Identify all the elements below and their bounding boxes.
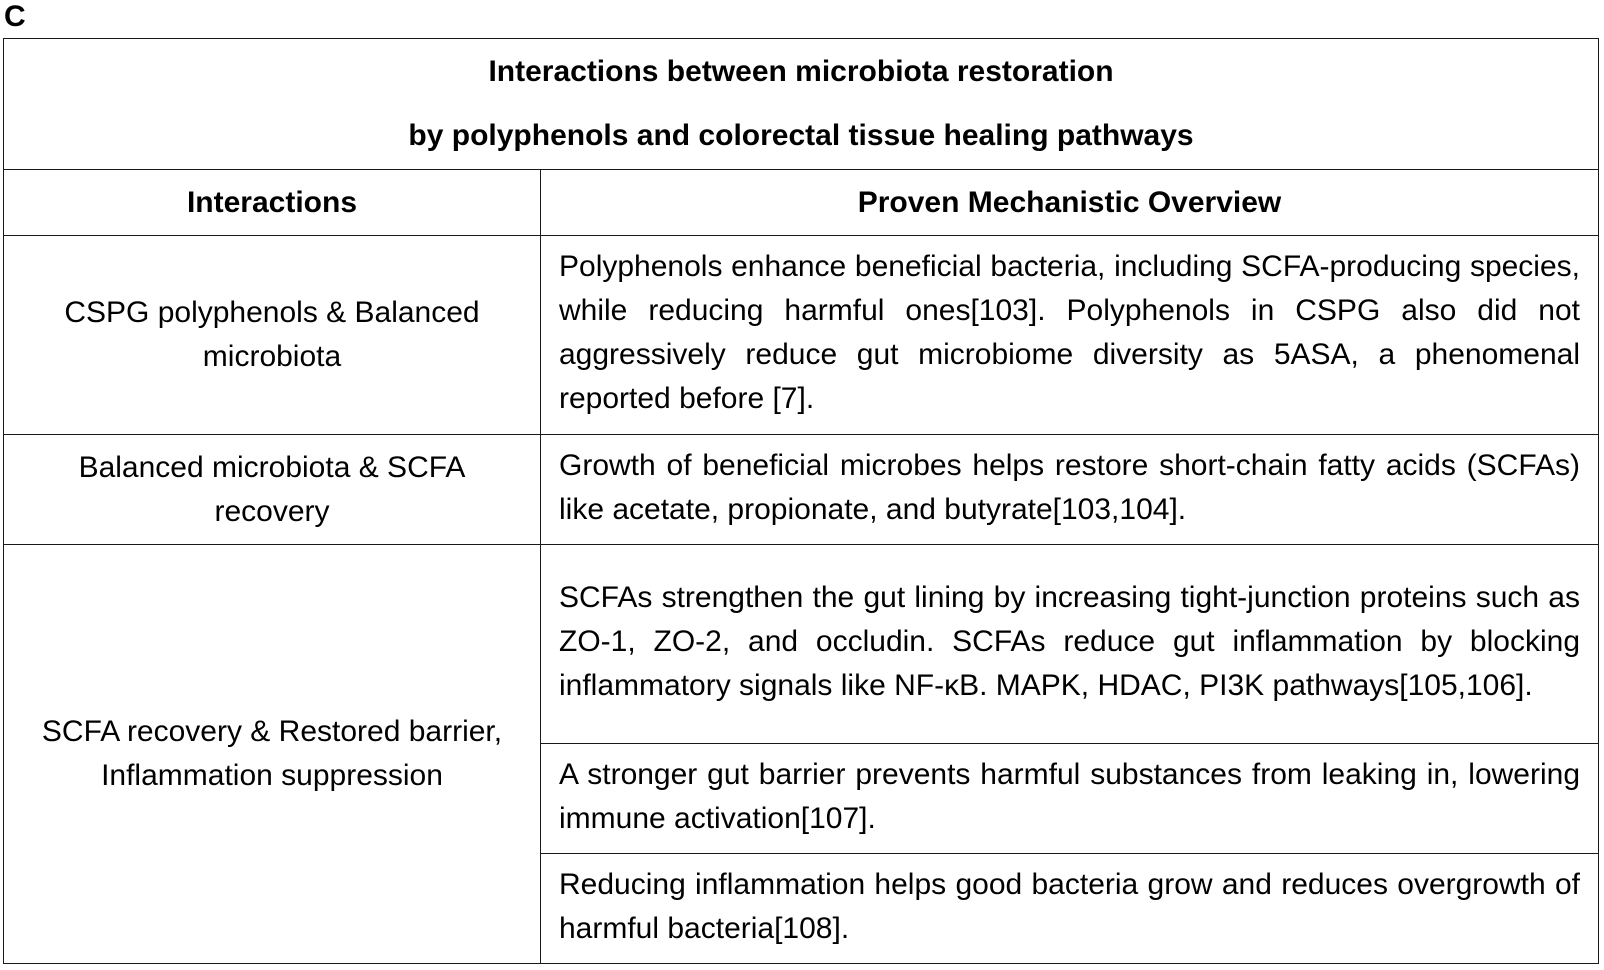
header-mechanistic-overview: Proven Mechanistic Overview	[541, 170, 1599, 236]
table-row	[4, 236, 1599, 435]
interactions-table	[3, 38, 1599, 964]
overview-cell: Growth of beneficial microbes helps restore short-chain fatty acids (SCFAs) like acetate, propionate, and butyrate[103,104].	[541, 435, 1599, 545]
table-title-line-1: Interactions between microbiota restoration	[488, 55, 1114, 89]
overview-cell: Polyphenols enhance beneficial bacteria, including SCFA-producing species, while reducing harmful ones[103]. Polyphenols in CSPG also did not aggressively reduce gut microbiome diversity as 5ASA, a phenomenal reported before [7].	[541, 236, 1599, 435]
panel-label: C	[4, 0, 26, 33]
table-header-row	[4, 170, 1599, 236]
table-row	[4, 545, 1599, 744]
interaction-cell: CSPG polyphenols & Balanced microbiota	[4, 236, 541, 435]
overview-cell: Reducing inflammation helps good bacteria grow and reduces overgrowth of harmful bacteria[108].	[541, 854, 1599, 964]
table-title-row	[4, 39, 1599, 170]
table-title	[4, 39, 1599, 170]
table-row	[4, 435, 1599, 545]
header-interactions: Interactions	[4, 170, 541, 236]
table-title-line-2: by polyphenols and colorectal tissue healing pathways	[408, 119, 1194, 153]
overview-cell: A stronger gut barrier prevents harmful substances from leaking in, lowering immune activation[107].	[541, 744, 1599, 854]
overview-cell: SCFAs strengthen the gut lining by increasing tight-junction proteins such as ZO-1, ZO-2, and occludin. SCFAs reduce gut inflammation by blocking inflammatory signals like NF-κB. MAPK, HDAC, PI3K pathways[105,106].	[541, 545, 1599, 744]
interaction-cell: SCFA recovery & Restored barrier, Inflammation suppression	[4, 545, 541, 964]
interaction-cell: Balanced microbiota & SCFA recovery	[4, 435, 541, 545]
